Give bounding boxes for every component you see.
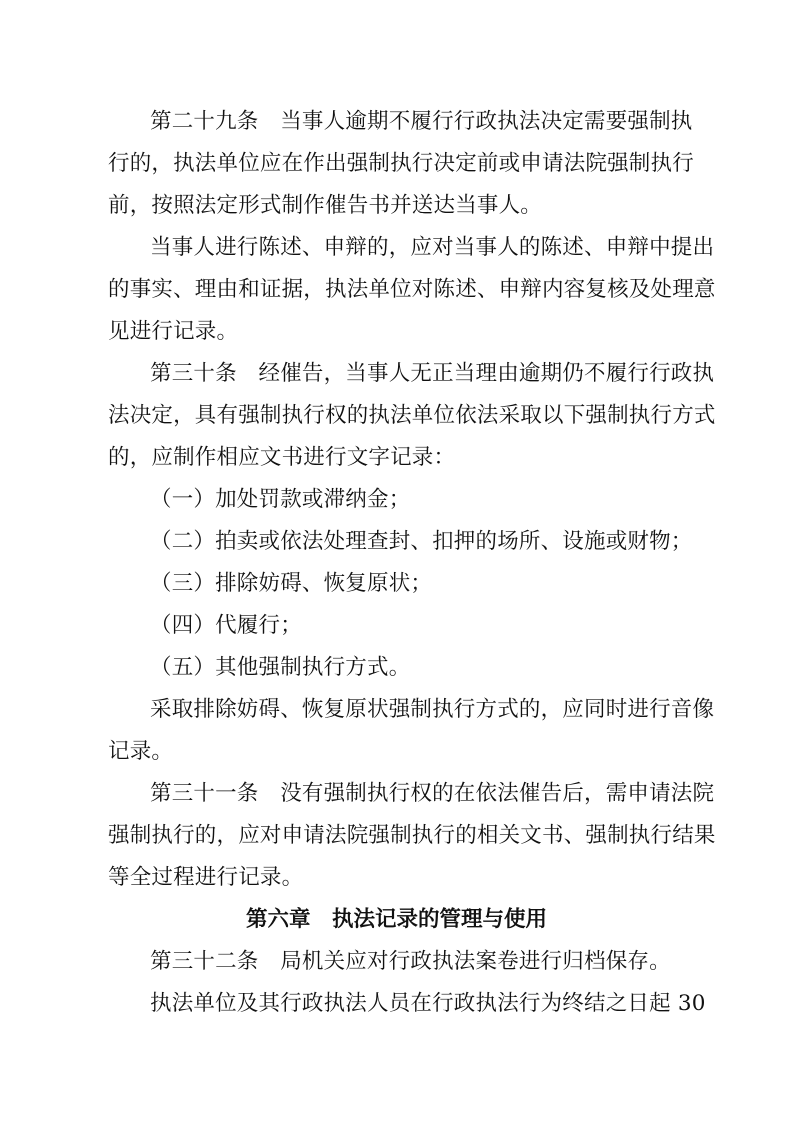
article-30-line-2: 法决定，具有强制执行权的执法单位依法采取以下强制执行方式 (108, 403, 716, 428)
article-30-line-1: 第三十条 经催告，当事人无正当理由逾期仍不履行行政执 (150, 361, 715, 386)
article-32-line-1: 第三十二条 局机关应对行政执法案卷进行归档保存。 (150, 949, 671, 974)
list-item-1: （一）加处罚款或滞纳金； (150, 487, 411, 512)
list-item-2: （二）拍卖或依法处理查封、扣押的场所、设施或财物； (150, 529, 693, 554)
list-item-5: （五）其他强制执行方式。 (150, 655, 411, 680)
chapter-heading: 第六章 执法记录的管理与使用 (245, 907, 547, 932)
article-30-line-3: 的，应制作相应文书进行文字记录： (108, 445, 456, 470)
article-29-para-2-line-2: 的事实、理由和证据，执法单位对陈述、申辩内容复核及处理意 (108, 277, 716, 302)
article-30-para-2-line-1: 采取排除妨碍、恢复原状强制执行方式的，应同时进行音像 (150, 697, 715, 722)
list-item-4: （四）代履行； (150, 613, 302, 638)
article-29-line-2: 行的，执法单位应在作出强制执行决定前或申请法院强制执行 (108, 151, 694, 176)
article-29-line-1: 第二十九条 当事人逾期不履行行政执法决定需要强制执 (150, 109, 693, 134)
list-item-3: （三）排除妨碍、恢复原状； (150, 571, 433, 596)
article-29-para-2-line-3: 见进行记录。 (108, 319, 239, 344)
article-31-line-3: 等全过程进行记录。 (108, 865, 304, 890)
article-31-line-2: 强制执行的，应对申请法院强制执行的相关文书、强制执行结果 (108, 823, 716, 848)
article-30-para-2-line-2: 记录。 (108, 739, 174, 764)
article-31-line-1: 第三十一条 没有强制执行权的在依法催告后，需申请法院 (150, 781, 715, 806)
article-29-line-3: 前，按照法定形式制作催告书并送达当事人。 (108, 193, 543, 218)
article-29-para-2-line-1: 当事人进行陈述、申辩的，应对当事人的陈述、申辩中提出 (150, 235, 715, 260)
article-32-para-2-line-1: 执法单位及其行政执法人员在行政执法行为终结之日起 30 (150, 991, 706, 1016)
